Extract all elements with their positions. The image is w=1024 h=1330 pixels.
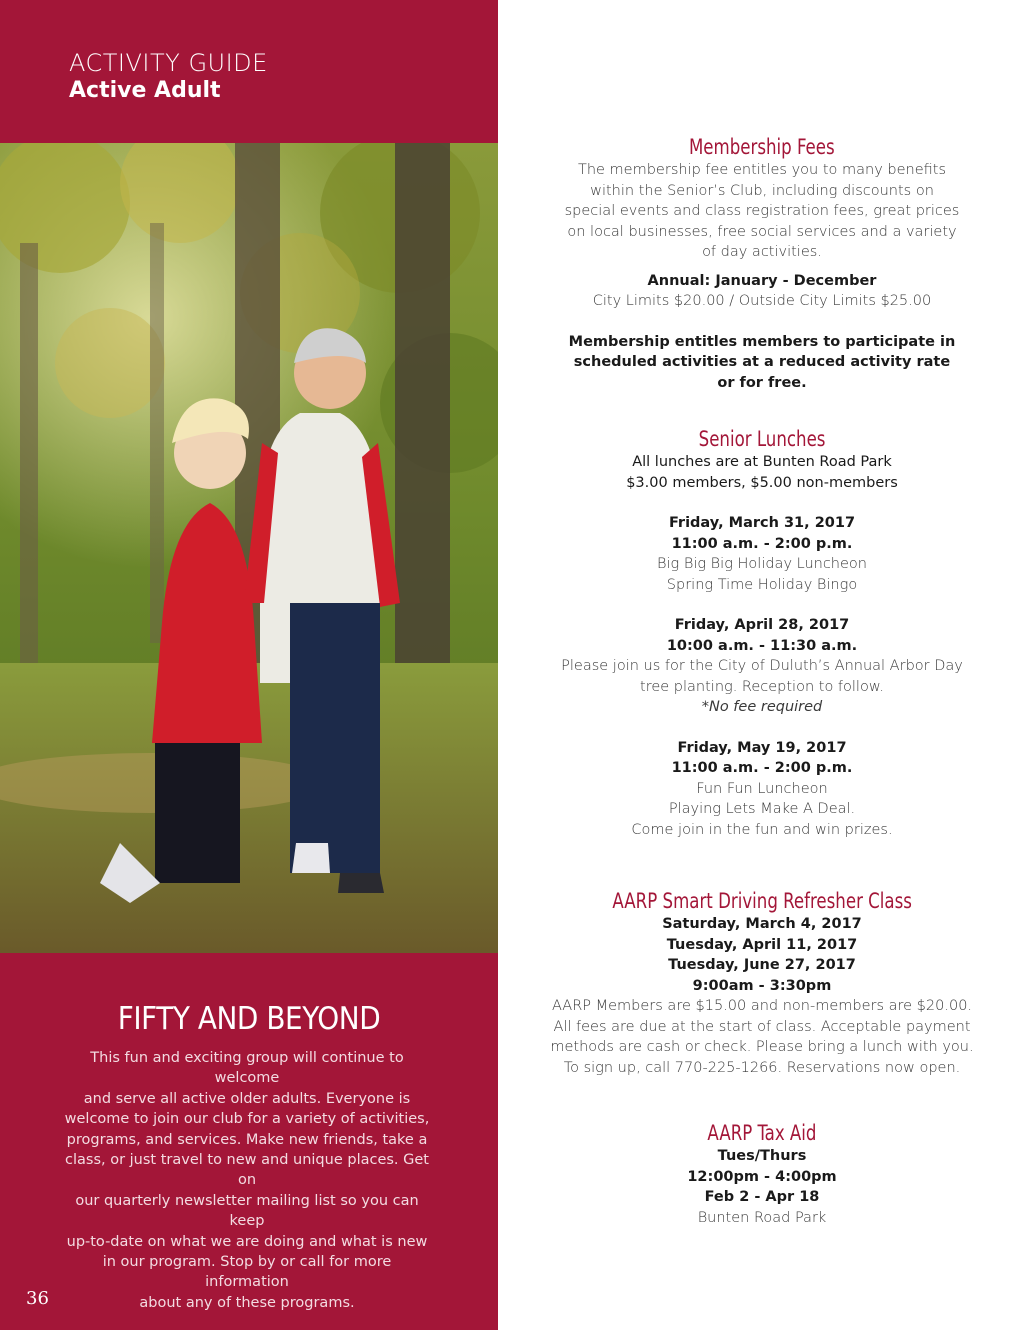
fifty-line: class, or just travel to new and unique places. Get on [65,1152,429,1189]
event-time: 11:00 a.m. - 2:00 p.m. [671,535,853,552]
fifty-line: in our program. Stop by or call for more information [102,1254,392,1291]
aarp-driving-title: AARP Smart Driving Refresher Class [612,889,912,913]
class-date: Saturday, March 4, 2017 [662,916,862,932]
fifty-line: up-to-date on what we are doing and what is new [66,1233,428,1250]
class-info-line: All fees are due at the start of class. Acceptable payment [553,1018,971,1035]
event-line: tree planting. Reception to follow. [640,678,884,695]
fifty-line: about any of these programs. [139,1294,355,1311]
tax-location: Bunten Road Park [697,1209,827,1226]
membership-line: on local businesses, free social services and a variety [567,223,957,240]
fifty-and-beyond-title: FIFTY AND BEYOND [117,1001,381,1037]
activity-guide-label: ACTIVITY GUIDE [69,49,268,77]
annual-fees: City Limits $20.00 / Outside City Limits $25.00 [592,293,932,309]
fifty-line: our quarterly newsletter mailing list so you can keep [75,1192,419,1230]
senior-lunches-section [500,426,1024,840]
tax-detail: 12:00pm - 4:00pm [687,1168,837,1185]
class-time: 9:00am - 3:30pm [692,977,832,994]
couple-jogging-photo [0,143,498,953]
class-info-line: methods are cash or check. Please bring a lunch with you. [550,1039,974,1055]
event-date: Friday, March 31, 2017 [668,515,856,531]
tax-detail: Tues/Thurs [717,1148,807,1164]
event-note: *No fee required [701,699,823,715]
event-line: Spring Time Holiday Bingo [666,576,858,593]
lunches-intro: $3.00 members, $5.00 non-members [626,474,898,491]
event-date: Friday, May 19, 2017 [677,739,847,756]
event-date: Friday, April 28, 2017 [674,617,850,633]
event-line: Playing Lets Make A Deal. [668,801,856,817]
page-header [69,48,268,104]
membership-line: special events and class registration fees, great prices [564,203,960,219]
membership-line: within the Senior’s Club, including discounts on [590,182,934,199]
tax-detail: Feb 2 - Apr 18 [704,1189,820,1205]
fifty-line: and serve all active older adults. Everyone is [83,1090,411,1107]
fifty-line: welcome to join our club for a variety of activities, [64,1111,430,1128]
membership-title: Membership Fees [689,135,835,159]
membership-note-line: or for free. [717,374,807,391]
event-line: Big Big Big Holiday Luncheon [657,556,867,572]
class-date: Tuesday, June 27, 2017 [668,957,856,973]
fifty-line: programs, and services. Make new friends, take a [66,1131,428,1148]
event-line: Come join in the fun and win prizes. [631,821,893,838]
event-line: Fun Fun Luncheon [696,780,828,797]
senior-lunches-title: Senior Lunches [698,427,826,451]
fifty-description [62,1048,432,1313]
left-panel [0,0,498,1330]
class-info-line: To sign up, call 770-225-1266. Reservations now open. [563,1059,961,1076]
aarp-driving-section [500,888,1024,1078]
page-number: 36 [26,1288,49,1309]
class-date: Tuesday, April 11, 2017 [666,936,858,953]
fifty-line: This fun and exciting group will continue to welcome [90,1050,404,1087]
active-adult-label: Active Adult [69,78,221,103]
event-time: 10:00 a.m. - 11:30 a.m. [666,637,858,654]
lunches-intro: All lunches are at Bunten Road Park [632,454,892,470]
membership-note-line: scheduled activities at a reduced activity rate [573,354,951,370]
aarp-tax-section [500,1120,1024,1228]
aarp-tax-title: AARP Tax Aid [707,1121,817,1145]
membership-note-line: Membership entitles members to participate in [568,333,956,350]
membership-line: The membership fee entitles you to many benefits [577,162,946,178]
membership-line: of day activities. [702,244,822,260]
right-panel [500,0,1024,1330]
event-time: 11:00 a.m. - 2:00 p.m. [671,760,853,776]
event-line: Please join us for the City of Duluth’s Annual Arbor Day [561,658,963,674]
membership-section [500,134,1024,393]
annual-label: Annual: January - December [647,272,877,289]
class-info-line: AARP Members are $15.00 and non-members are $20.00. [551,998,973,1014]
